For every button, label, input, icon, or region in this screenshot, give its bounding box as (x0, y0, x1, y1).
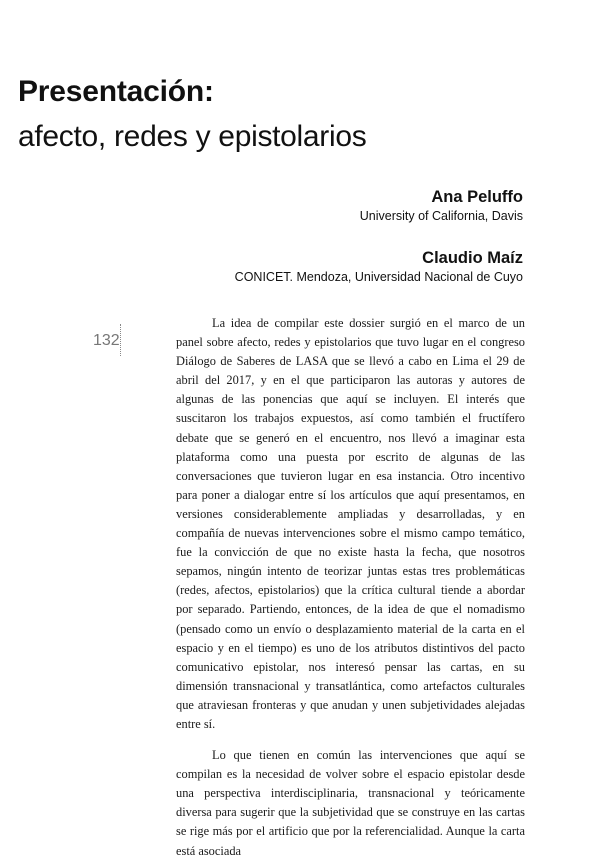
author-name: Claudio Maíz (422, 249, 523, 267)
author-block-1 (360, 187, 523, 224)
author-affiliation: University of California, Davis (359, 209, 523, 223)
author-block-2 (235, 248, 523, 285)
page-subtitle: afecto, redes y epistolarios (18, 120, 367, 153)
paragraph: La idea de compilar este dossier surgió en el marco de un panel sobre afecto, redes y epistolarios que tuvo lugar en el congreso Diálogo de Saberes de LASA que se llevó a cabo en Lima el 29 de abril del 2017, y en el que participaron las autoras y autores de algunas de las ponencias que aquí se incluyen. El interés que suscitaron los trabajos expuestos, así como también el fructífero debate que se generó en el encuentro, nos llevó a imaginar esta plataforma como una puesta por escrito de algunas de las conversaciones que tuvieron lugar en esa instancia. Otro incentivo para poner a dialogar entre sí los artículos que aquí presentamos, en versiones considerablemente ampliadas y desarrolladas, y en compañía de nuevas intervenciones sobre el mismo campo temático, fue la convicción de que no existe hasta la fecha, que nosotros sepamos, ningún intento de teorizar juntas estas tres problemáticas (redes, afectos, epistolarios) que la crítica cultural tiende a abordar por separado. Partiendo, entonces, de la idea de que el nomadismo (pensado como un envío o desplazamiento material de la carta en el espacio y en el tiempo) es uno de los atributos distintivos del pacto comunicativo epistolar, nos interesó pensar las cartas, en su dimensión transnacional y transatlántica, como artefactos culturales que atraviesan fronteras y que anudan y unen subjetividades alejadas entre sí. (176, 316, 525, 731)
author-name: Ana Peluffo (431, 188, 523, 206)
author-affiliation: CONICET. Mendoza, Universidad Nacional de Cuyo (234, 270, 523, 284)
page-number-divider (120, 324, 121, 356)
page-title: Presentación: (18, 75, 214, 108)
body-text (176, 314, 525, 861)
page-number: 132 (93, 332, 120, 349)
paragraph: Lo que tienen en común las intervenciones que aquí se compilan es la necesidad de volver sobre el espacio epistolar desde una perspectiva interdisciplinaria, transnacional y teóricamente diversa para sugerir que la subjetividad que se construye en las cartas se rige más por el artificio que por la referencialidad. Aunque la carta está asociada (176, 748, 525, 858)
